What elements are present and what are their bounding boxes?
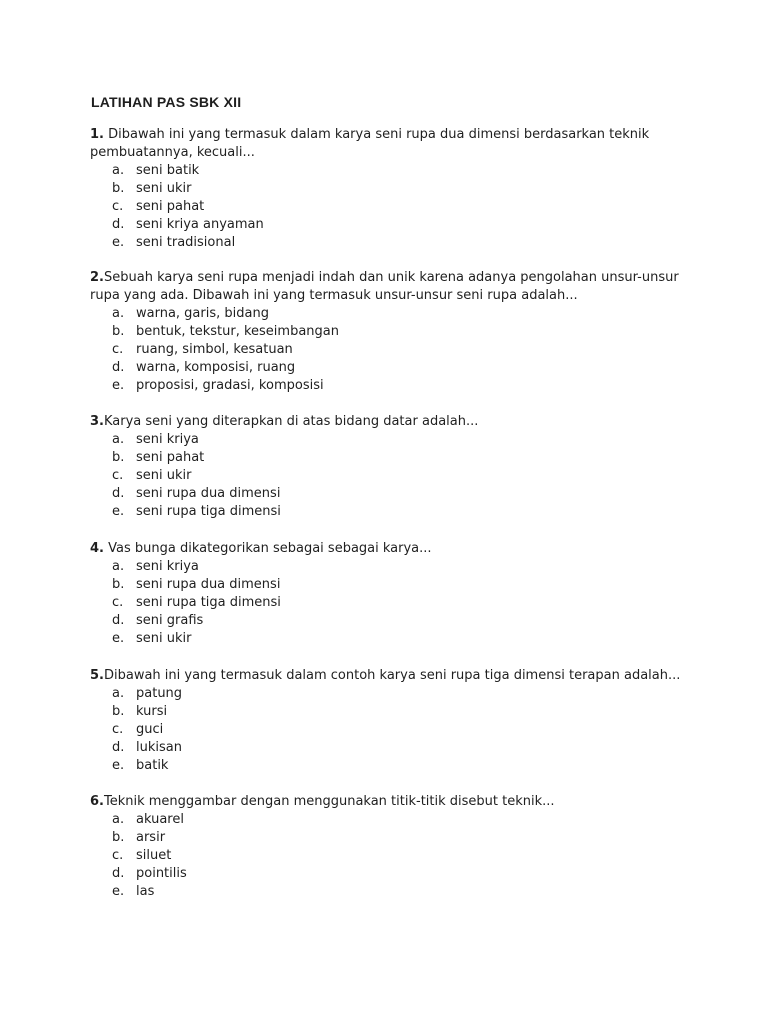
option-text: seni rupa tiga dimensi <box>136 595 281 610</box>
option-letter: a. <box>112 812 125 827</box>
option-d <box>90 739 690 757</box>
document-title: LATIHAN PAS SBK XII <box>91 94 242 110</box>
question-text <box>90 413 690 431</box>
option-e <box>90 377 690 395</box>
option-text: seni rupa dua dimensi <box>136 486 281 501</box>
option-letter: a. <box>112 686 125 701</box>
option-letter: b. <box>112 577 125 592</box>
option-b <box>90 703 690 721</box>
option-letter: b. <box>112 181 125 196</box>
option-letter: a. <box>112 432 125 447</box>
option-e <box>90 630 690 648</box>
option-c <box>90 721 690 739</box>
option-a <box>90 685 690 703</box>
option-text: seni tradisional <box>136 235 236 250</box>
option-text: proposisi, gradasi, komposisi <box>136 378 324 393</box>
option-text: pointilis <box>136 866 187 881</box>
option-letter: a. <box>112 559 125 574</box>
option-a <box>90 431 690 449</box>
question-2 <box>90 269 690 395</box>
option-d <box>90 216 690 234</box>
option-a <box>90 305 690 323</box>
option-letter: e. <box>112 235 125 250</box>
option-letter: d. <box>112 217 125 232</box>
option-letter: c. <box>112 848 124 863</box>
question-text <box>90 793 690 811</box>
question-prompt: Dibawah ini yang termasuk dalam karya seni rupa dua dimensi berdasarkan teknik pembuatannya, kecuali... <box>90 127 650 160</box>
option-letter: d. <box>112 740 125 755</box>
option-letter: c. <box>112 342 124 357</box>
option-text: seni pahat <box>136 450 205 465</box>
option-text: seni kriya <box>136 432 199 447</box>
option-a <box>90 811 690 829</box>
option-letter: d. <box>112 486 125 501</box>
option-letter: d. <box>112 613 125 628</box>
question-number: 4. <box>90 541 104 556</box>
option-list <box>90 431 690 521</box>
question-text <box>90 269 690 305</box>
option-text: arsir <box>136 830 166 845</box>
question-text <box>90 667 690 685</box>
option-d <box>90 612 690 630</box>
option-text: siluet <box>136 848 172 863</box>
option-letter: c. <box>112 722 124 737</box>
option-a <box>90 162 690 180</box>
option-letter: e. <box>112 758 125 773</box>
question-number: 5. <box>90 668 104 683</box>
option-b <box>90 449 690 467</box>
option-b <box>90 323 690 341</box>
option-d <box>90 865 690 883</box>
option-text: las <box>136 884 155 899</box>
option-text: lukisan <box>136 740 182 755</box>
question-number: 3. <box>90 414 104 429</box>
option-letter: e. <box>112 378 125 393</box>
option-list <box>90 685 690 775</box>
option-text: kursi <box>136 704 168 719</box>
option-letter: a. <box>112 163 125 178</box>
option-d <box>90 359 690 377</box>
option-text: seni ukir <box>136 631 192 646</box>
option-text: warna, komposisi, ruang <box>136 360 296 375</box>
question-text <box>90 126 690 162</box>
option-list <box>90 162 690 252</box>
option-c <box>90 467 690 485</box>
option-list <box>90 811 690 901</box>
option-e <box>90 503 690 521</box>
option-letter: c. <box>112 468 124 483</box>
option-letter: b. <box>112 450 125 465</box>
option-list <box>90 305 690 395</box>
option-text: seni ukir <box>136 181 192 196</box>
question-prompt: Karya seni yang diterapkan di atas bidang datar adalah... <box>103 414 479 429</box>
option-letter: c. <box>112 595 124 610</box>
option-b <box>90 180 690 198</box>
option-c <box>90 198 690 216</box>
option-text: seni rupa dua dimensi <box>136 577 281 592</box>
option-text: seni grafis <box>136 613 204 628</box>
option-letter: b. <box>112 324 125 339</box>
option-text: ruang, simbol, kesatuan <box>136 342 293 357</box>
question-text <box>90 540 690 558</box>
question-prompt: Vas bunga dikategorikan sebagai sebagai karya... <box>103 541 432 556</box>
option-a <box>90 558 690 576</box>
option-text: seni pahat <box>136 199 205 214</box>
option-text: seni rupa tiga dimensi <box>136 504 281 519</box>
option-b <box>90 829 690 847</box>
question-prompt: Sebuah karya seni rupa menjadi indah dan unik karena adanya pengolahan unsur-unsur rupa yang ada. Dibawah ini yang termasuk unsur-unsur seni rupa adalah... <box>90 270 679 303</box>
question-number: 1. <box>90 127 104 142</box>
option-letter: e. <box>112 504 125 519</box>
option-text: warna, garis, bidang <box>136 306 269 321</box>
option-text: guci <box>136 722 164 737</box>
option-letter: b. <box>112 704 125 719</box>
option-text: seni kriya <box>136 559 199 574</box>
option-letter: d. <box>112 360 125 375</box>
option-letter: e. <box>112 884 125 899</box>
question-1 <box>90 126 690 252</box>
option-c <box>90 847 690 865</box>
question-number: 6. <box>90 794 104 809</box>
question-prompt: Teknik menggambar dengan menggunakan titik-titik disebut teknik... <box>103 794 555 809</box>
question-5 <box>90 667 690 775</box>
question-number: 2. <box>90 270 104 285</box>
option-letter: b. <box>112 830 125 845</box>
option-list <box>90 558 690 648</box>
question-prompt: Dibawah ini yang termasuk dalam contoh karya seni rupa tiga dimensi terapan adalah... <box>103 668 681 683</box>
option-text: bentuk, tekstur, keseimbangan <box>136 324 339 339</box>
option-d <box>90 485 690 503</box>
option-e <box>90 757 690 775</box>
option-text: seni ukir <box>136 468 192 483</box>
question-4 <box>90 540 690 648</box>
option-text: seni kriya anyaman <box>136 217 264 232</box>
option-b <box>90 576 690 594</box>
option-text: batik <box>136 758 169 773</box>
option-e <box>90 234 690 252</box>
option-letter: e. <box>112 631 125 646</box>
option-letter: c. <box>112 199 124 214</box>
question-3 <box>90 413 690 521</box>
option-text: akuarel <box>136 812 184 827</box>
option-e <box>90 883 690 901</box>
option-text: seni batik <box>136 163 200 178</box>
option-text: patung <box>136 686 183 701</box>
option-c <box>90 341 690 359</box>
option-letter: a. <box>112 306 125 321</box>
option-c <box>90 594 690 612</box>
option-letter: d. <box>112 866 125 881</box>
question-6 <box>90 793 690 901</box>
